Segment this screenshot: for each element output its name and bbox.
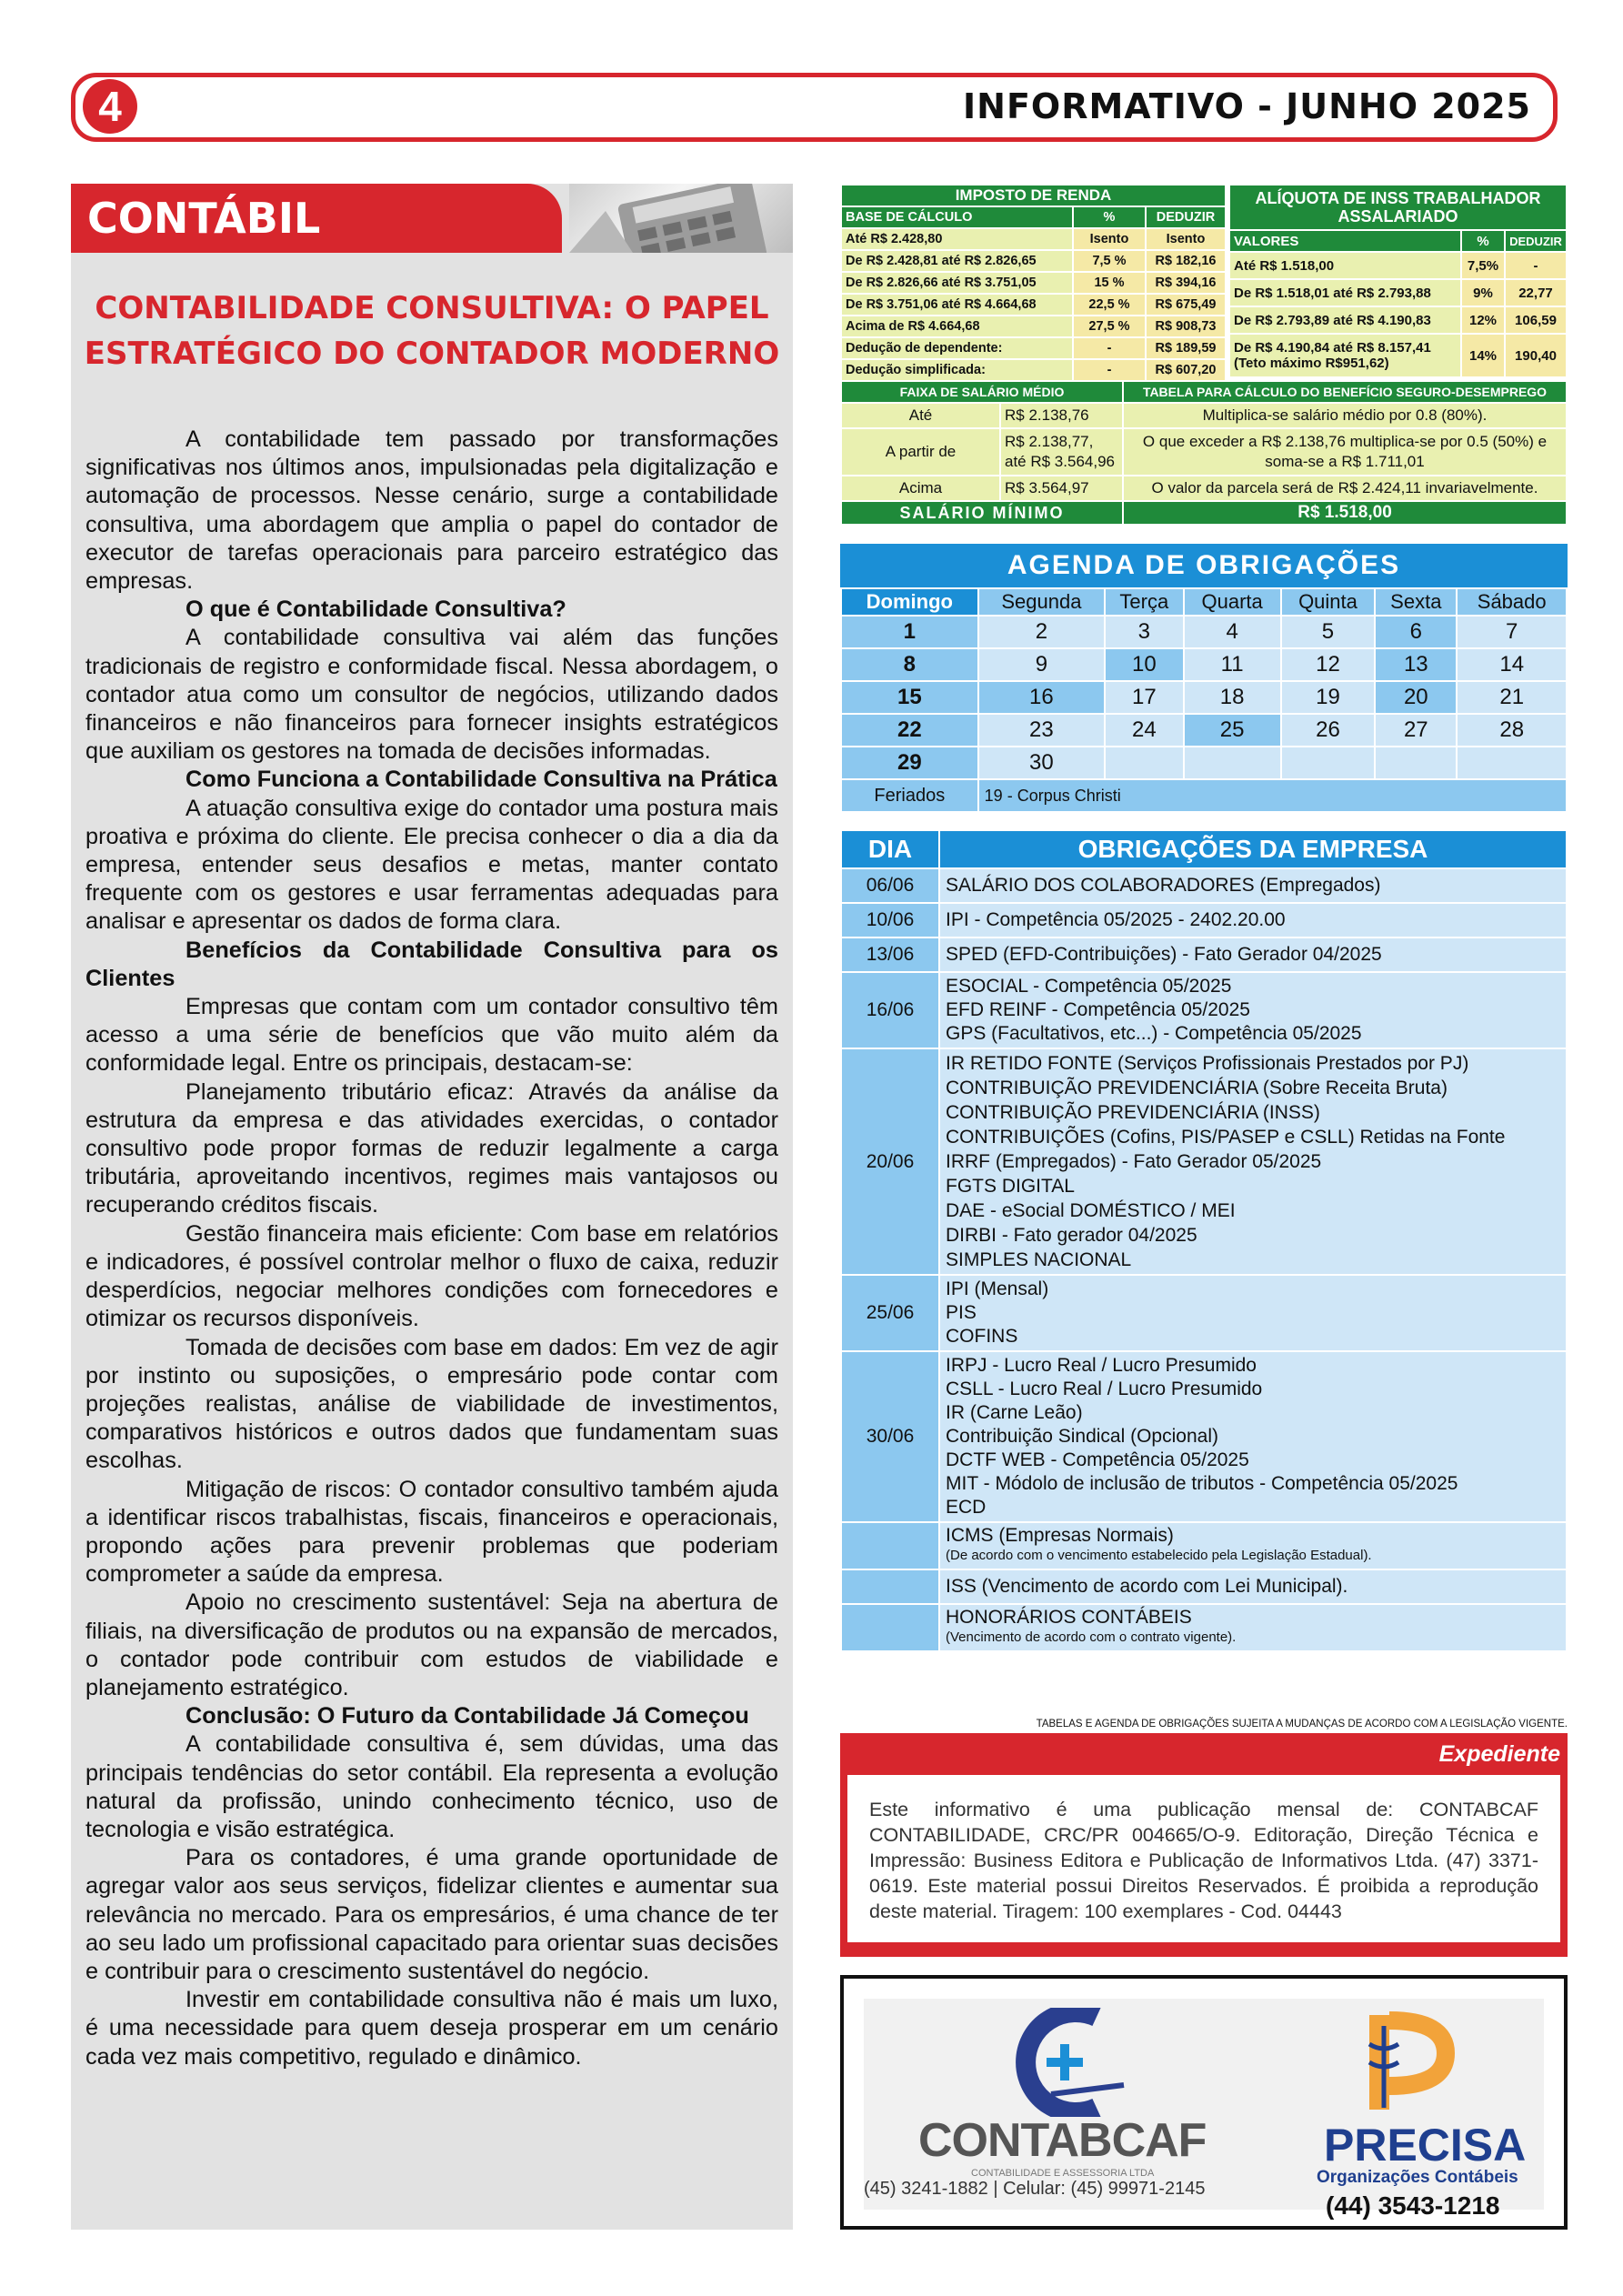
precisa-phone: (44) 3543-1218 — [1326, 2191, 1500, 2220]
article-paragraph: A contabilidade consultiva é, sem dúvidas, uma das principais tendências do setor contábil. Ela representa a evolução natural da profissão, unindo conhecimento técnico, uso de tecnologia e visão estratégica. — [85, 1731, 778, 1842]
publication-title: INFORMATIVO - JUNHO 2025 — [963, 86, 1531, 126]
article-subheading: Como Funciona a Contabilidade Consultiva na Prática — [185, 767, 777, 793]
calendar-day: 27 — [1375, 714, 1457, 747]
calendar-day: 7 — [1457, 616, 1567, 648]
calendar-day: 11 — [1184, 648, 1281, 681]
article-paragraph: Para os contadores, é uma grande oportunidade de agregar valor aos seus serviços, fidelizar clientes e aumentar sua relevância no mercado. Para os empresários, é uma chance de ter ao seu lado um profissional capacitado para orientar suas decisões e contribuir para o crescimento sustentável do negócio. — [85, 1845, 778, 1984]
seguro-cell: A partir de — [841, 428, 1000, 476]
obrigacao-extra-note: (Vencimento de acordo com o contrato vigente). — [946, 1629, 1237, 1645]
calendar-day: 28 — [1457, 714, 1567, 747]
seguro-row — [841, 428, 1567, 476]
article-paragraph: A contabilidade consultiva vai além das funções tradicionais de registro e conformidade fiscal. Nessa abordagem, o contador atua como um consultor de negócios, utilizando dados financeiros e não financeiros para fornecer insights estratégicos que auxiliam os gestores na tomada de decisões informadas. — [85, 625, 778, 765]
obrigacao-row — [841, 903, 1567, 937]
obrigacao-item: PIS — [946, 1302, 977, 1323]
contabcaf-subtitle: CONTABILIDADE E ASSESSORIA LTDA — [971, 2168, 1155, 2179]
calendar-day: 13 — [1375, 648, 1457, 681]
obrigacoes-table — [840, 829, 1568, 1652]
ir-row — [841, 294, 1226, 316]
obrigacao-extra-main: HONORÁRIOS CONTÁBEIS — [946, 1607, 1192, 1628]
section-label: CONTÁBIL — [71, 184, 562, 253]
article-paragraph: Apoio no crescimento sustentável: Seja na abertura de filiais, na diversificação de produtos ou na expansão de mercados, o contador pode contribuir com estudos de viabilidade e planejamento estratégico. — [85, 1589, 778, 1700]
inss-row — [1229, 334, 1567, 377]
calendar-day: 14 — [1457, 648, 1567, 681]
inss-cell: 106,59 — [1505, 306, 1567, 334]
calendar-day: 4 — [1184, 616, 1281, 648]
obrigacao-item: IR (Carne Leão) — [946, 1402, 1083, 1423]
ir-cell: Isento — [1146, 228, 1226, 250]
calendar-day: 6 — [1375, 616, 1457, 648]
obrigacao-row — [841, 868, 1567, 903]
obrigacao-item: CONTRIBUIÇÃO PREVIDENCIÁRIA (INSS) — [946, 1102, 1320, 1123]
inss-cell: 190,40 — [1505, 334, 1567, 377]
contabcaf-name: CONTABCAF — [918, 2114, 1207, 2167]
calendar-day: 19 — [1281, 681, 1375, 714]
seguro-cell: Acima — [841, 476, 1000, 501]
seguro-cell: R$ 3.564,97 — [1000, 476, 1123, 501]
ir-cell: 7,5 % — [1073, 250, 1146, 272]
calendar-day: 12 — [1281, 648, 1375, 681]
article-paragraph: Mitigação de riscos: O contador consultivo também ajuda a identificar riscos trabalhistas, fiscais, financeiros e operacionais, propondo ações para prevenir problemas que poderiam comprometer a saúde da empresa. — [85, 1476, 778, 1588]
obrigacoes-header: OBRIGAÇÕES DA EMPRESA — [939, 830, 1567, 868]
obrigacao-item: ESOCIAL - Competência 05/2025 — [946, 976, 1232, 997]
article-paragraph: A atuação consultiva exige do contador uma postura mais proativa e próxima do cliente. Ele precisa conhecer o dia a dia da empresa, entender seus desafios e metas, manter contato frequente com os gestores e usar ferramentas adequadas para analisar e apresentar os dados de forma clara. — [85, 795, 778, 935]
calendar-day — [1184, 747, 1281, 779]
precisa-logo-icon — [1358, 2008, 1458, 2117]
obrigacao-extra-note: (De acordo com o vencimento estabelecido pela Legislação Estadual). — [946, 1548, 1372, 1563]
obrigacao-item: DIRBI - Fato gerador 04/2025 — [946, 1225, 1197, 1246]
obrigacao-item: IRPJ - Lucro Real / Lucro Presumido — [946, 1355, 1257, 1376]
obrigacao-item: SIMPLES NACIONAL — [946, 1249, 1132, 1270]
obrigacao-item: IPI - Competência 05/2025 - 2402.20.00 — [946, 909, 1286, 930]
obrigacao-dia: 16/06 — [841, 972, 939, 1048]
inss-cell: - — [1505, 252, 1567, 279]
seguro-row — [841, 403, 1567, 428]
obrigacao-extra-main: ISS (Vencimento de acordo com Lei Municipal). — [946, 1576, 1348, 1597]
calendar-day: 1 — [841, 616, 978, 648]
obrigacao-extra-row — [841, 1569, 1567, 1604]
calendar-day — [1457, 747, 1567, 779]
article-column — [71, 184, 793, 2230]
ir-cell: - — [1073, 359, 1146, 381]
article-paragraph: A contabilidade tem passado por transformações significativas nos últimos anos, impulsionadas pela digitalização e automação de processos. Nesse cenário, surge a contabilidade consultiva, uma abordagem que amplia o papel do contador de executor de tarefas operacionais para parceiro estratégico das empresas. — [85, 426, 778, 595]
article-paragraph: Empresas que contam com um contador consultivo têm acesso a uma série de benefícios que vão muito além da conformidade legal. Entre os principais, destacam-se: — [85, 994, 778, 1077]
faixa-header: FAIXA DE SALÁRIO MÉDIO — [841, 381, 1123, 403]
calendar-day: 17 — [1105, 681, 1183, 714]
expediente-text: Este informativo é uma publicação mensal de: CONTABCAF CONTABILIDADE, CRC/PR 004665/O-9. Editoração, Direção Técnica e Impressão: Business Editora e Publicação de Informativos Ltda. (47) 3371-0619. Este material possui Direitos Reservados. É proibida a reprodução deste material. Tiragem: 100 exemplares - Cod. 04443 — [847, 1775, 1560, 1942]
calendar-day: 25 — [1184, 714, 1281, 747]
weekday-header: Domingo — [841, 588, 978, 616]
expediente-box — [840, 1733, 1568, 1957]
ir-cell: De R$ 3.751,06 até R$ 4.664,68 — [841, 294, 1073, 316]
ir-cell: - — [1073, 337, 1146, 359]
obrigacao-item: FGTS DIGITAL — [946, 1176, 1075, 1197]
article-paragraph: Tomada de decisões com base em dados: Em vez de agir por instinto ou suposições, o empresário pode contar com projeções realistas, análise de viabilidade de investimentos, comparativos históricos e outros dados que fundamentam suas escolhas. — [85, 1334, 778, 1474]
precisa-name: PRECISA — [1324, 2120, 1527, 2171]
ir-cell: Acima de R$ 4.664,68 — [841, 316, 1073, 337]
article-subheading: Benefícios da Contabilidade Consultiva para os Clientes — [85, 937, 778, 991]
ir-row — [841, 337, 1226, 359]
calendar-day: 3 — [1105, 616, 1183, 648]
ir-cell: 27,5 % — [1073, 316, 1146, 337]
ir-cell: Isento — [1073, 228, 1146, 250]
page-header — [71, 73, 1558, 142]
obrigacao-item: DAE - eSocial DOMÉSTICO / MEI — [946, 1200, 1236, 1221]
salario-minimo-value: R$ 1.518,00 — [1123, 501, 1567, 525]
obrigacao-row — [841, 972, 1567, 1048]
inss-cell: De R$ 4.190,84 até R$ 8.157,41 (Teto máximo R$951,62) — [1229, 334, 1461, 377]
ads-box — [840, 1975, 1568, 2230]
ir-cell: De R$ 2.826,66 até R$ 3.751,05 — [841, 272, 1073, 294]
obrigacao-extra-row — [841, 1604, 1567, 1651]
article-subheading: O que é Contabilidade Consultiva? — [185, 597, 566, 623]
obrigacao-row — [841, 1048, 1567, 1275]
obrigacao-row — [841, 1275, 1567, 1351]
inss-cell: 9% — [1461, 279, 1505, 306]
obrigacao-dia: 20/06 — [841, 1048, 939, 1275]
calendar-day — [1105, 747, 1183, 779]
calendar-day: 24 — [1105, 714, 1183, 747]
obrigacao-item: COFINS — [946, 1326, 1018, 1347]
agenda-title: AGENDA DE OBRIGAÇÕES — [840, 544, 1568, 587]
calendar-day — [1375, 747, 1457, 779]
inss-header: % — [1461, 230, 1505, 252]
obrigacao-item: IR RETIDO FONTE (Serviços Profissionais Prestados por PJ) — [946, 1053, 1469, 1074]
inss-cell: 7,5% — [1461, 252, 1505, 279]
ir-header: % — [1073, 206, 1146, 228]
ir-row — [841, 272, 1226, 294]
article-paragraph: Investir em contabilidade consultiva não é mais um luxo, é uma necessidade para quem deseja prosperar em um cenário cada vez mais competitivo, regulado e dinâmico. — [85, 1987, 778, 2070]
obrigacao-dia: 10/06 — [841, 903, 939, 937]
obrigacao-dia: 06/06 — [841, 868, 939, 903]
inss-cell: 22,77 — [1505, 279, 1567, 306]
weekday-header: Quarta — [1184, 588, 1281, 616]
obrigacao-item: SPED (EFD-Contribuições) - Fato Gerador 04/2025 — [946, 944, 1382, 965]
feriados-label: Feriados — [841, 779, 978, 812]
obrigacao-dia: 13/06 — [841, 937, 939, 972]
calendar-day: 15 — [841, 681, 978, 714]
ir-cell: R$ 607,20 — [1146, 359, 1226, 381]
obrigacao-item: CONTRIBUIÇÃO PREVIDENCIÁRIA (Sobre Receita Bruta) — [946, 1078, 1448, 1098]
agenda-calendar — [840, 587, 1568, 813]
contabcaf-phone: (45) 3241-1882 | Celular: (45) 99971-2145 — [864, 2179, 1206, 2199]
seguro-cell: R$ 2.138,76 — [1000, 403, 1123, 428]
calendar-day: 16 — [978, 681, 1105, 714]
ir-row — [841, 250, 1226, 272]
weekday-header: Segunda — [978, 588, 1105, 616]
ir-row — [841, 359, 1226, 381]
obrigacao-item: GPS (Facultativos, etc...) - Competência 05/2025 — [946, 1023, 1362, 1044]
calculator-photo — [569, 184, 793, 253]
page-number: 4 — [83, 79, 137, 134]
inss-row — [1229, 279, 1567, 306]
obrigacao-item: EFD REINF - Competência 05/2025 — [946, 999, 1250, 1020]
contabcaf-logo-icon — [987, 2008, 1142, 2117]
obrigacao-item: Contribuição Sindical (Opcional) — [946, 1426, 1218, 1447]
obrigacao-item: SALÁRIO DOS COLABORADORES (Empregados) — [946, 875, 1381, 896]
obrigacao-dia: 30/06 — [841, 1351, 939, 1522]
obrigacao-extra-main: ICMS (Empresas Normais) — [946, 1525, 1174, 1546]
calendar-day: 5 — [1281, 616, 1375, 648]
calendar-day: 20 — [1375, 681, 1457, 714]
inss-row — [1229, 252, 1567, 279]
ir-cell: 22,5 % — [1073, 294, 1146, 316]
dia-header: DIA — [841, 830, 939, 868]
ir-cell: Dedução de dependente: — [841, 337, 1073, 359]
seguro-header: TABELA PARA CÁLCULO DO BENEFÍCIO SEGURO-DESEMPREGO — [1123, 381, 1567, 403]
ir-cell: De R$ 2.428,81 até R$ 2.826,65 — [841, 250, 1073, 272]
article-subheading: Conclusão: O Futuro da Contabilidade Já Começou — [185, 1703, 749, 1730]
disclaimer: TABELAS E AGENDA DE OBRIGAÇÕES SUJEITA A MUDANÇAS DE ACORDO COM A LEGISLAÇÃO VIGENTE. — [1036, 1719, 1568, 1730]
seguro-cell: Até — [841, 403, 1000, 428]
weekday-header: Terça — [1105, 588, 1183, 616]
inss-row — [1229, 306, 1567, 334]
calendar-day: 22 — [841, 714, 978, 747]
inss-cell: De R$ 1.518,01 até R$ 2.793,88 — [1229, 279, 1461, 306]
calendar-day: 10 — [1105, 648, 1183, 681]
obrigacao-row — [841, 1351, 1567, 1522]
obrigacao-item: IPI (Mensal) — [946, 1278, 1049, 1299]
inss-header: VALORES — [1229, 230, 1461, 252]
calendar-day: 30 — [978, 747, 1105, 779]
calculator-icon — [569, 184, 793, 253]
ir-cell: Dedução simplificada: — [841, 359, 1073, 381]
ir-row — [841, 228, 1226, 250]
calendar-day: 9 — [978, 648, 1105, 681]
ir-cell: 15 % — [1073, 272, 1146, 294]
calendar-day: 18 — [1184, 681, 1281, 714]
calendar-day: 26 — [1281, 714, 1375, 747]
ir-cell: R$ 189,59 — [1146, 337, 1226, 359]
inss-title: ALÍQUOTA DE INSS TRABALHADOR ASSALARIADO — [1229, 185, 1567, 230]
calendar-day: 23 — [978, 714, 1105, 747]
feriados-value: 19 - Corpus Christi — [978, 779, 1567, 812]
obrigacao-item: DCTF WEB - Competência 05/2025 — [946, 1449, 1249, 1470]
ir-cell: R$ 675,49 — [1146, 294, 1226, 316]
ir-table — [840, 184, 1227, 382]
salario-minimo-label: SALÁRIO MÍNIMO — [841, 501, 1123, 525]
ir-cell: R$ 908,73 — [1146, 316, 1226, 337]
weekday-header: Sexta — [1375, 588, 1457, 616]
expediente-label: Expediente — [1438, 1741, 1560, 1767]
obrigacao-item: CONTRIBUIÇÕES (Cofins, PIS/PASEP e CSLL) Retidas na Fonte — [946, 1127, 1506, 1148]
calendar-day: 2 — [978, 616, 1105, 648]
seguro-cell: O que exceder a R$ 2.138,76 multiplica-se por 0.5 (50%) e soma-se a R$ 1.711,01 — [1123, 428, 1567, 476]
inss-cell: 14% — [1461, 334, 1505, 377]
obrigacao-dia: 25/06 — [841, 1275, 939, 1351]
weekday-header: Sábado — [1457, 588, 1567, 616]
precisa-subtitle: Organizações Contábeis — [1317, 2168, 1518, 2187]
obrigacao-item: ECD — [946, 1497, 987, 1518]
inss-header: DEDUZIR — [1505, 230, 1567, 252]
ir-cell: R$ 182,16 — [1146, 250, 1226, 272]
article-paragraph: Gestão financeira mais eficiente: Com base em relatórios e indicadores, é possível controlar melhor o fluxo de caixa, reduzir desperdícios, negociar melhores condições com fornecedores e otimizar os recursos disponíveis. — [85, 1220, 778, 1332]
ir-header: DEDUZIR — [1146, 206, 1226, 228]
ir-title: IMPOSTO DE RENDA — [841, 185, 1226, 206]
ir-header: BASE DE CÁLCULO — [841, 206, 1073, 228]
obrigacao-extra-row — [841, 1522, 1567, 1569]
article-paragraph: Planejamento tributário eficaz: Através da análise da estrutura da empresa e das atividades exercidas, o contador consultivo pode propor formas de reduzir legalmente a carga tributária, aproveitando incentivos, regimes mais vantajosos ou recuperando créditos fiscais. — [85, 1078, 778, 1218]
seguro-cell: Multiplica-se salário médio por 0.8 (80%). — [1123, 403, 1567, 428]
ir-row — [841, 316, 1226, 337]
article-title: CONTABILIDADE CONSULTIVA: O PAPEL ESTRATÉGICO DO CONTADOR MODERNO — [84, 290, 780, 372]
seguro-cell: O valor da parcela será de R$ 2.424,11 invariavelmente. — [1123, 476, 1567, 501]
calendar-day — [1281, 747, 1375, 779]
calendar-day: 8 — [841, 648, 978, 681]
obrigacao-item: MIT - Módolo de inclusão de tributos - Competência 05/2025 — [946, 1473, 1458, 1494]
obrigacao-item: IRRF (Empregados) - Fato Gerador 05/2025 — [946, 1151, 1322, 1172]
obrigacao-item: CSLL - Lucro Real / Lucro Presumido — [946, 1379, 1263, 1399]
seguro-cell: R$ 2.138,77, até R$ 3.564,96 — [1000, 428, 1123, 476]
ir-cell: R$ 394,16 — [1146, 272, 1226, 294]
inss-cell: 12% — [1461, 306, 1505, 334]
calendar-day: 21 — [1457, 681, 1567, 714]
seguro-row — [841, 476, 1567, 501]
article-body — [85, 426, 778, 2071]
seguro-table — [840, 380, 1568, 526]
weekday-header: Quinta — [1281, 588, 1375, 616]
ir-cell: Até R$ 2.428,80 — [841, 228, 1073, 250]
inss-table — [1228, 184, 1568, 378]
inss-cell: De R$ 2.793,89 até R$ 4.190,83 — [1229, 306, 1461, 334]
inss-cell: Até R$ 1.518,00 — [1229, 252, 1461, 279]
obrigacao-row — [841, 937, 1567, 972]
calendar-day: 29 — [841, 747, 978, 779]
